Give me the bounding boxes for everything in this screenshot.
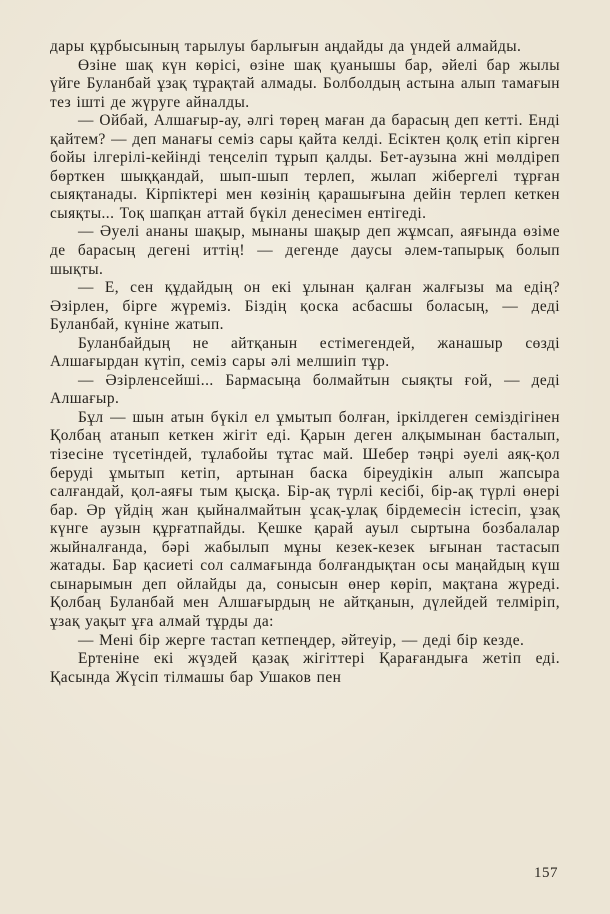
body-text	[50, 38, 560, 687]
paragraph-3: — Ойбай, Алшағыр-ау, әлгі төрең маған да барасың деп кетті. Енді қайтем? — деп манағы семіз сары қайта келді. Есіктен қолқ етіп кірген бойы ілгерілі-кейінді теңселіп тұрып қалды. Бет-аузына жні мөлдіреп бөрткен шыққандай, шып-шып терлеп, жылап жібергелі тұрған сыяқтанады. Кірпіктері мен көзінің қарашығына дейін терлеп кеткен сыяқты... Тоқ шапқан аттай бүкіл денесімен ентігеді.	[50, 112, 560, 222]
paragraph-4: — Әуелі ананы шақыр, мынаны шақыр деп жұмсап, аяғында өзіме де барасың дегені иттің! — дегенде даусы әлем-тапырық болып шықты.	[50, 223, 560, 278]
paragraph-6: Буланбайдың не айтқанын естімегендей, жанашыр сөзді Алшағырдан күтіп, семіз сары әлі мелшиіп тұр.	[50, 334, 560, 371]
page-number: 157	[534, 865, 558, 881]
paragraph-9: — Мені бір жерге тастап кетпеңдер, әйтеуір, — деді бір кезде.	[78, 631, 525, 649]
paragraph-5: — Е, сен құдайдың он екі ұлынан қалған жалғызы ма едің? Әзірлен, бірге жүреміз. Біздің қоска асбасшы боласың, — деді Буланбай, күніне жатып.	[50, 279, 560, 334]
paragraph-2: Өзіне шақ күн көрісі, өзіне шақ қуанышы бар, әйелі бар жылы үйге Буланбай ұзақ тұрақтай алмады. Болболдың астына алып тамағын тез ішті де жүруге айналды.	[50, 56, 560, 111]
paragraph-10: Ертеніне екі жүздей қазақ жігіттері Қарағандыға жетіп еді. Қасында Жүсіп тілмашы бар Ушаков пен	[50, 650, 560, 686]
paragraph-7: — Әзірленсейші... Бармасыңа болмайтын сыяқты ғой, — деді Алшағыр.	[50, 371, 560, 408]
paragraph-8: Бұл — шын атын бүкіл ел ұмытып болған, іркілдеген семіздігінен Қолбаң атанып кеткен жігіт еді. Қарын деген алқымынан басталып, тізесіне түсетіндей, тұлабойы тұтас май. Шебер тәңрі әуелі аяқ-қол беруді ұмытып кетіп, артынан баска біреудікін алып жапсыра салғандай, қол-аяғы тым қысқа. Бір-ақ түрлі кесібі, бір-ақ түрлі өнері бар. Әр үйдің жан қыйналмайтын ұсақ-ұлақ бірдемесін істесіп, ұзақ күнге аузын құрғатпайды. Қешке қарай ауыл сыртына бозбалалар жыйналғанда, бәрі жабылып мұны кезек-кезек ығынан тастасып жатады. Бар қасиеті сол салмағында болғандықтан осы маңайдың күш сынарымын деп ойлайды да, соныcын өнер көріп, мақтана жүреді. Қолбаң Буланбай мен Алшағырдың не айтқанын, дүлейдей телміріп, ұзақ уақыт ұға алмай тұрды да:	[50, 408, 560, 630]
paragraph-1: дары құрбысының тарылуы барлығын аңдайды да үндей алмайды.	[50, 38, 522, 55]
